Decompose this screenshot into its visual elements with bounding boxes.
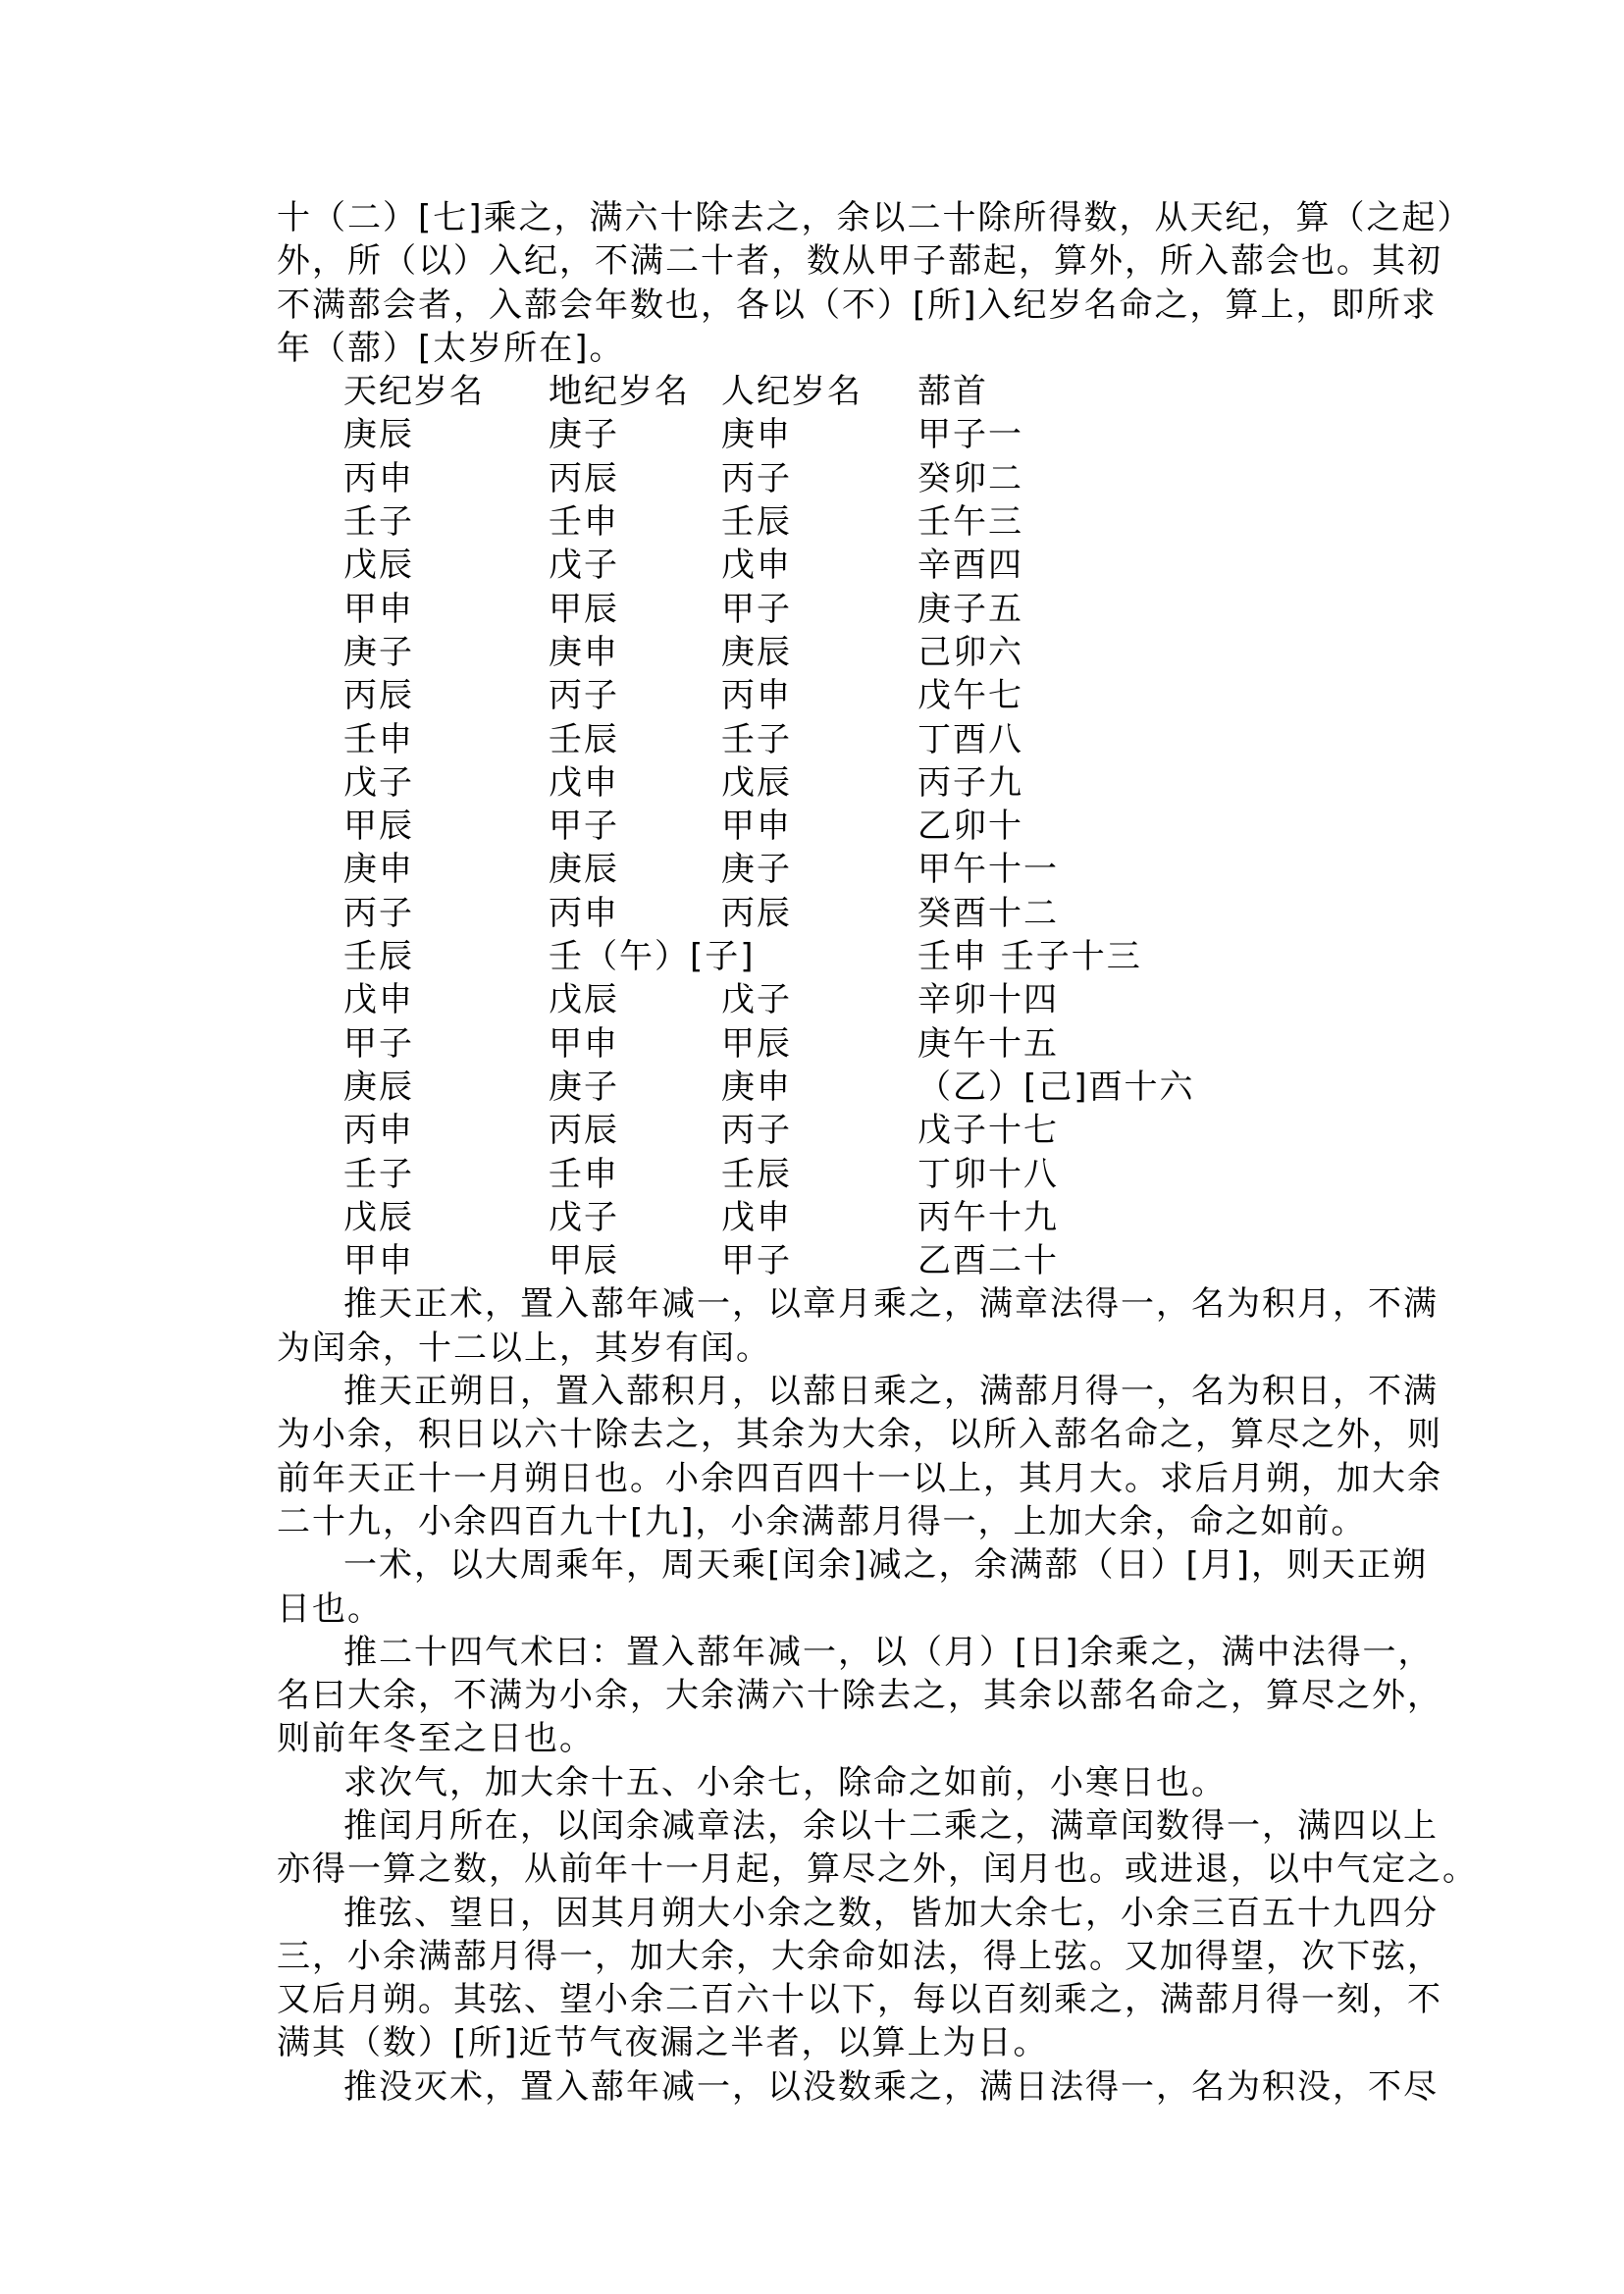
table-row bbox=[277, 588, 1366, 631]
table-cell: 甲辰 bbox=[549, 589, 619, 629]
table-row bbox=[277, 1066, 1366, 1109]
table-cell: 丙辰 bbox=[549, 458, 619, 498]
table-cell: 丙子 bbox=[721, 1111, 792, 1151]
table-row bbox=[277, 1153, 1366, 1196]
text-line: 二十九，小余四百九十[九]，小余满蔀月得一，上加大余，命之如前。 bbox=[277, 1501, 1367, 1541]
table-cell: 戊子 bbox=[549, 1197, 619, 1237]
table-cell: 庚子五 bbox=[917, 589, 1023, 629]
table-cell: 戊午七 bbox=[917, 676, 1023, 716]
text-line: 不满蔀会者，入蔀会年数也，各以（不）[所]入纪岁名命之，算上，即所求 bbox=[277, 285, 1438, 325]
table-cell: 丁酉八 bbox=[917, 719, 1023, 759]
paragraph bbox=[277, 2065, 1439, 2109]
text-line: 日也。 bbox=[277, 1589, 383, 1629]
text-line: 前年天正十一月朔日也。小余四百四十一以上，其月大。求后月朔，加大余 bbox=[277, 1458, 1442, 1498]
table-cell: 壬子 bbox=[721, 719, 792, 759]
table-cell: 戊子 bbox=[721, 980, 792, 1020]
table-header-cell: 蔀首 bbox=[917, 372, 988, 412]
table-cell: 丙辰 bbox=[721, 893, 792, 933]
table-row bbox=[277, 1022, 1366, 1066]
table-cell: 甲子一 bbox=[917, 415, 1023, 455]
table-row bbox=[277, 1239, 1366, 1282]
table-cell: 壬子 bbox=[343, 502, 414, 543]
document-page bbox=[277, 196, 1478, 2109]
table-cell: 丙子 bbox=[721, 458, 792, 498]
table-cell: 甲辰 bbox=[721, 1023, 792, 1064]
table-row bbox=[277, 805, 1366, 848]
text-line: 外，所（以）入纪，不满二十者，数从甲子蔀起，算外，所入蔀会也。其初 bbox=[277, 241, 1442, 282]
table-row bbox=[277, 718, 1366, 761]
table-cell: 甲子 bbox=[721, 1241, 792, 1281]
table-cell: 壬子 bbox=[343, 1154, 414, 1194]
table-cell: 戊申 bbox=[721, 546, 792, 586]
table-cell: 庚申 bbox=[721, 1067, 792, 1107]
table-cell: 戊辰 bbox=[549, 980, 619, 1020]
table-row bbox=[277, 631, 1366, 674]
text-line: 亦得一算之数，从前年十一月起，算尽之外，闰月也。或进退，以中气定之。 bbox=[277, 1850, 1478, 1890]
paragraph bbox=[277, 1761, 1366, 1804]
table-cell: 丁卯十八 bbox=[917, 1154, 1059, 1194]
table-header-cell: 人纪岁名 bbox=[721, 372, 863, 412]
table-cell: 丙午十九 bbox=[917, 1197, 1059, 1237]
text-line: 推天正术，置入蔀年减一，以章月乘之，满章法得一，名为积月，不满 bbox=[343, 1284, 1439, 1325]
table-cell: 戊子 bbox=[549, 546, 619, 586]
table-header-row bbox=[277, 370, 1366, 413]
table-cell: 壬申 壬子十三 bbox=[917, 937, 1142, 977]
text-line: 又后月朔。其弦、望小余二百六十以下，每以百刻乘之，满蔀月得一刻，不 bbox=[277, 1980, 1442, 2020]
table-cell: 壬午三 bbox=[917, 502, 1023, 543]
table-cell: 丙申 bbox=[721, 676, 792, 716]
table-cell: 丙申 bbox=[549, 893, 619, 933]
text-line: 求次气，加大余十五、小余七，除命之如前，小寒日也。 bbox=[343, 1762, 1227, 1802]
table-cell: 丙申 bbox=[343, 1111, 414, 1151]
table-cell: 丙子 bbox=[549, 676, 619, 716]
text-line: 推天正朔日，置入蔀积月，以蔀日乘之，满蔀月得一，名为积日，不满 bbox=[343, 1372, 1439, 1412]
text-line: 推二十四气术曰：置入蔀年减一，以（月）[日]余乘之，满中法得一， bbox=[343, 1632, 1434, 1672]
paragraph bbox=[277, 1543, 1429, 1631]
text-line: 满其（数）[所]近节气夜漏之半者，以算上为日。 bbox=[277, 2023, 1049, 2063]
table-cell: 癸卯二 bbox=[917, 458, 1023, 498]
paragraph bbox=[277, 1631, 1442, 1761]
paragraph bbox=[277, 1892, 1442, 2065]
text-line: 年（蔀）[太岁所在]。 bbox=[277, 328, 625, 368]
text-line: 则前年冬至之日也。 bbox=[277, 1719, 595, 1759]
table-cell: 甲申 bbox=[549, 1023, 619, 1064]
table-cell: 甲申 bbox=[343, 589, 414, 629]
table-cell: 壬申 bbox=[549, 1154, 619, 1194]
table-cell: 辛卯十四 bbox=[917, 980, 1059, 1020]
table-cell: 庚申 bbox=[343, 850, 414, 890]
table-row bbox=[277, 674, 1366, 717]
table-cell: （乙）[己]酉十六 bbox=[917, 1067, 1195, 1107]
table-cell: 癸酉十二 bbox=[917, 893, 1059, 933]
table-row bbox=[277, 1196, 1366, 1239]
text-line: 推弦、望日，因其月朔大小余之数，皆加大余七，小余三百五十九四分 bbox=[343, 1893, 1439, 1933]
table-cell: 辛酉四 bbox=[917, 546, 1023, 586]
paragraph bbox=[277, 1282, 1439, 1370]
table-cell: 乙卯十 bbox=[917, 807, 1023, 847]
table-cell: 庚辰 bbox=[549, 850, 619, 890]
paragraph bbox=[277, 1804, 1478, 1892]
table-cell: 庚申 bbox=[549, 632, 619, 672]
table-cell: 戊辰 bbox=[343, 546, 414, 586]
table-cell: 戊子 bbox=[343, 762, 414, 803]
text-line: 推没灭术，置入蔀年减一，以没数乘之，满日法得一，名为积没，不尽 bbox=[343, 2066, 1439, 2107]
table-cell: 壬（午）[子] bbox=[549, 937, 756, 977]
text-line: 一术，以大周乘年，周天乘[闰余]减之，余满蔀（日）[月]，则天正朔 bbox=[343, 1545, 1429, 1586]
table-cell bbox=[721, 935, 917, 978]
table-row bbox=[277, 500, 1366, 544]
table-cell: 庚子 bbox=[721, 850, 792, 890]
table-cell: 壬申 bbox=[343, 719, 414, 759]
table-cell: 丙申 bbox=[343, 458, 414, 498]
table-header-cell: 地纪岁名 bbox=[549, 372, 690, 412]
table-cell: 甲申 bbox=[343, 1241, 414, 1281]
table-cell: 己卯六 bbox=[917, 632, 1023, 672]
text-line: 推闰月所在，以闰余减章法，余以十二乘之，满章闰数得一，满四以上 bbox=[343, 1805, 1439, 1846]
table-cell: 甲子 bbox=[549, 807, 619, 847]
table-body bbox=[277, 413, 1366, 1282]
table-cell: 甲子 bbox=[343, 1023, 414, 1064]
table-cell: 甲辰 bbox=[343, 807, 414, 847]
table-cell: 庚子 bbox=[549, 415, 619, 455]
table-cell: 丙辰 bbox=[343, 676, 414, 716]
table-cell: 戊申 bbox=[549, 762, 619, 803]
table-cell: 庚辰 bbox=[721, 632, 792, 672]
table-row bbox=[277, 1109, 1366, 1152]
table-cell: 壬辰 bbox=[343, 937, 414, 977]
table-cell: 戊辰 bbox=[343, 1197, 414, 1237]
table-header-cell: 天纪岁名 bbox=[343, 372, 485, 412]
table-cell: 庚子 bbox=[549, 1067, 619, 1107]
table-row bbox=[277, 457, 1366, 500]
table-cell: 甲辰 bbox=[549, 1241, 619, 1281]
table-cell: 丙辰 bbox=[549, 1111, 619, 1151]
table-cell: 庚辰 bbox=[343, 415, 414, 455]
table-cell: 壬辰 bbox=[721, 502, 792, 543]
table-row bbox=[277, 848, 1366, 891]
table-cell: 戊辰 bbox=[721, 762, 792, 803]
table-cell: 壬辰 bbox=[721, 1154, 792, 1194]
table-row bbox=[277, 892, 1366, 935]
table-cell: 戊申 bbox=[343, 980, 414, 1020]
era-table bbox=[277, 370, 1366, 1282]
table-cell: 丙子九 bbox=[917, 762, 1023, 803]
body-paragraphs bbox=[277, 1282, 1478, 2109]
table-cell: 戊子十七 bbox=[917, 1111, 1059, 1151]
table-cell: 甲子 bbox=[721, 589, 792, 629]
table-cell: 庚子 bbox=[343, 632, 414, 672]
table-row bbox=[277, 413, 1366, 456]
paragraph bbox=[277, 1370, 1442, 1543]
table-row bbox=[277, 544, 1366, 587]
text-line: 为闰余，十二以上，其岁有闰。 bbox=[277, 1328, 771, 1368]
table-cell: 戊申 bbox=[721, 1197, 792, 1237]
intro-paragraph bbox=[277, 196, 1473, 370]
table-row bbox=[277, 978, 1366, 1021]
table-cell: 甲申 bbox=[721, 807, 792, 847]
table-cell: 丙子 bbox=[343, 893, 414, 933]
table-cell: 壬辰 bbox=[549, 719, 619, 759]
table-row bbox=[277, 935, 1366, 978]
text-line: 三，小余满蔀月得一，加大余，大余命如法，得上弦。又加得望，次下弦， bbox=[277, 1936, 1442, 1976]
table-cell: 庚申 bbox=[721, 415, 792, 455]
table-cell: 庚辰 bbox=[343, 1067, 414, 1107]
table-cell: 乙酉二十 bbox=[917, 1241, 1059, 1281]
table-cell: 庚午十五 bbox=[917, 1023, 1059, 1064]
table-row bbox=[277, 761, 1366, 805]
text-line: 为小余，积日以六十除去之，其余为大余，以所入蔀名命之，算尽之外，则 bbox=[277, 1415, 1442, 1455]
text-line: 十（二）[七]乘之，满六十除去之，余以二十除所得数，从天纪，算（之起） bbox=[277, 198, 1473, 237]
table-cell: 壬申 bbox=[549, 502, 619, 543]
table-cell: 甲午十一 bbox=[917, 850, 1059, 890]
text-line: 名曰大余，不满为小余，大余满六十除去之，其余以蔀名命之，算尽之外， bbox=[277, 1676, 1442, 1716]
